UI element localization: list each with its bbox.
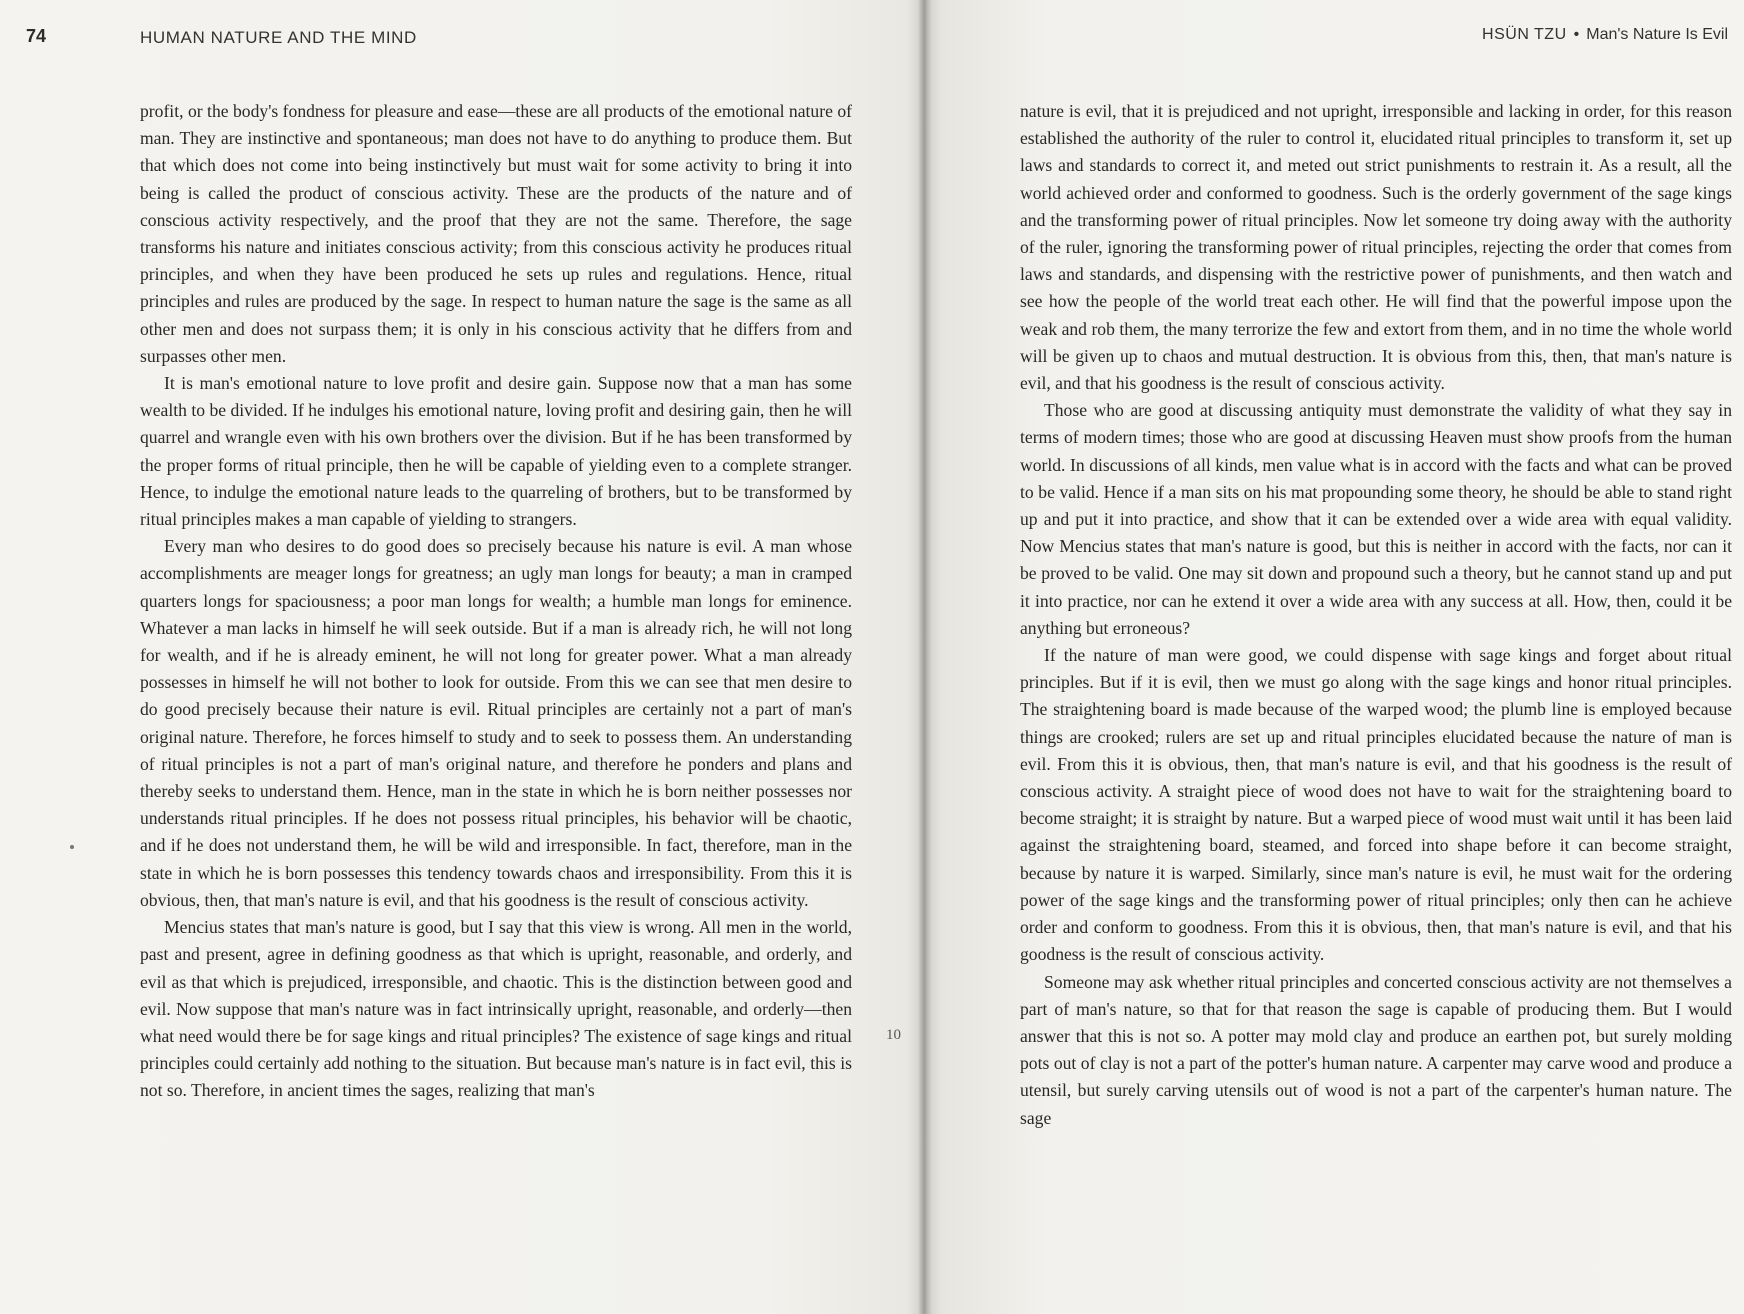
book-gutter	[918, 0, 932, 1314]
paragraph: If the nature of man were good, we could dispense with sage kings and forget about ritual principles. But if it is evil, then we must go along with the sage kings and honor ritual principles. The straightening board is made because of the warped wood; the plumb line is employed because things are crooked; rulers are set up and ritual principles elucidated because the nature of man is evil. From this it is obvious, then, that man's nature is evil, and that his goodness is the result of conscious activity. A straight piece of wood does not have to wait for the straightening board to become straight; it is straight by nature. But a warped piece of wood must wait until it has been laid against the straightening board, steamed, and forced into shape before it can become straight, because by nature it is warped. Similarly, since man's nature is evil, he must wait for the ordering power of the sage kings and the transforming power of ritual principles; only then can he achieve order and conform to goodness. From this it is obvious, then, that man's nature is evil, and that his goodness is the result of conscious activity.	[1020, 645, 1732, 965]
left-page-body	[140, 98, 852, 1105]
right-page-body	[1020, 98, 1732, 1132]
right-page	[940, 0, 1744, 1314]
margin-mark	[70, 845, 74, 849]
paragraph: It is man's emotional nature to love profit and desire gain. Suppose now that a man has some wealth to be divided. If he indulges his emotional nature, loving profit and desiring gain, then he will quarrel and wrangle even with his own brothers over the division. But if he has been transformed by the proper forms of ritual principle, then he will be capable of yielding even to a complete stranger. Hence, to indulge the emotional nature leads to the quarreling of brothers, but to be transformed by ritual principles makes a man capable of yielding to strangers.	[140, 373, 852, 530]
running-head: HUMAN NATURE AND THE MIND	[140, 28, 417, 47]
paragraph: nature is evil, that it is prejudiced and not upright, irresponsible and lacking in order, for this reason established the authority of the ruler to control it, elucidated ritual principles to transform it, set up laws and standards to correct it, and meted out strict punishments to restrain it. As a result, all the world achieved order and conformed to goodness. Such is the orderly government of the sage kings and the transforming power of ritual principles. Now let someone try doing away with the authority of the ruler, ignoring the transforming power of ritual principles, rejecting the order that comes from laws and standards, and dispensing with the restrictive power of punishments, and then watch and see how the people of the world treat each other. He will find that the powerful impose upon the weak and rob them, the many terrorize the few and extort from them, and in no time the whole world will be given up to chaos and mutual destruction. It is obvious from this, then, that man's nature is evil, and that his goodness is the result of conscious activity.	[1020, 101, 1732, 394]
paragraph: Every man who desires to do good does so precisely because his nature is evil. A man whose accomplishments are meager longs for greatness; an ugly man longs for beauty; a man in cramped quarters longs for spaciousness; a poor man longs for wealth; a humble man longs for eminence. Whatever a man lacks in himself he will seek outside. But if a man is already rich, he will not long for wealth, and if he is already eminent, he will not long for greater power. What a man already possesses in himself he will not bother to look for outside. From this we can see that men desire to do good precisely because their nature is evil. Ritual principles are certainly not a part of man's original nature. Therefore, he forces himself to study and to seek to possess them. An understanding of ritual principles is not a part of man's original nature, and therefore he ponders and plans and thereby seeks to understand them. Hence, man in the state in which he is born neither possesses nor understands ritual principles. If he does not possess ritual principles, his behavior will be chaotic, and if he does not understand them, he will be wild and irresponsible. In fact, therefore, man in the state in which he is born possesses this tendency towards chaos and irresponsibility. From this it is obvious, then, that man's nature is evil, and that his goodness is the result of conscious activity.	[140, 536, 852, 910]
running-head-separator: •	[1573, 26, 1580, 43]
paragraph: Mencius states that man's nature is good, but I say that this view is wrong. All men in the world, past and present, agree in defining goodness as that which is upright, reasonable, and orderly, and evil as that which is prejudiced, irresponsible, and chaotic. This is the distinction between good and evil. Now suppose that man's nature was in fact intrinsically upright, reasonable, and orderly—then what need would there be for sage kings and ritual principles? The existence of sage kings and ritual principles could certainly add nothing to the situation. But because man's nature is in fact evil, this is not so. Therefore, in ancient times the sages, realizing that man's	[140, 917, 852, 1101]
paragraph: Someone may ask whether ritual principles and concerted conscious activity are not themselves a part of man's nature, so that for that reason the sage is capable of producing them. But I would answer that this is not so. A potter may mold clay and produce an earthen pot, but surely molding pots out of clay is not a part of the potter's human nature. A carpenter may carve wood and produce a utensil, but surely carving utensils out of wood is not a part of the carpenter's human nature. The sage	[1020, 971, 1732, 1128]
margin-line-number: 10	[886, 1027, 901, 1043]
paragraph: Those who are good at discussing antiquity must demonstrate the validity of what they say in terms of modern times; those who are good at discussing Heaven must show proofs from the human world. In discussions of all kinds, men value what is in accord with the facts and what can be proved to be valid. Hence if a man sits on his mat propounding some theory, he should be able to stand right up and put it into practice, and show that it can be extended over a wide area with equal validity. Now Mencius states that man's nature is good, but this is neither in accord with the facts, nor can it be proved to be valid. One may sit down and propound such a theory, but he cannot stand up and put it into practice, nor can he extend it over a wide area with any success at all. How, then, could it be anything but erroneous?	[1020, 400, 1732, 638]
running-head	[1482, 26, 1728, 44]
running-head-title: Man's Nature Is Evil	[1586, 26, 1728, 43]
running-head-author: HSÜN TZU	[1482, 26, 1567, 43]
paragraph: profit, or the body's fondness for pleasure and ease—these are all products of the emotional nature of man. They are instinctive and spontaneous; man does not have to do anything to produce them. But that which does not come into being instinctively but must wait for some activity to bring it into being is called the product of conscious activity. These are the products of the nature and of conscious activity respectively, and the proof that they are not the same. Therefore, the sage transforms his nature and initiates conscious activity; from this conscious activity he produces ritual principles, and when they have been produced he sets up rules and regulations. Hence, ritual principles and rules are produced by the sage. In respect to human nature the sage is the same as all other men and does not surpass them; it is only in his conscious activity that he differs from and surpasses other men.	[140, 101, 852, 366]
page-number: 74	[26, 26, 47, 46]
